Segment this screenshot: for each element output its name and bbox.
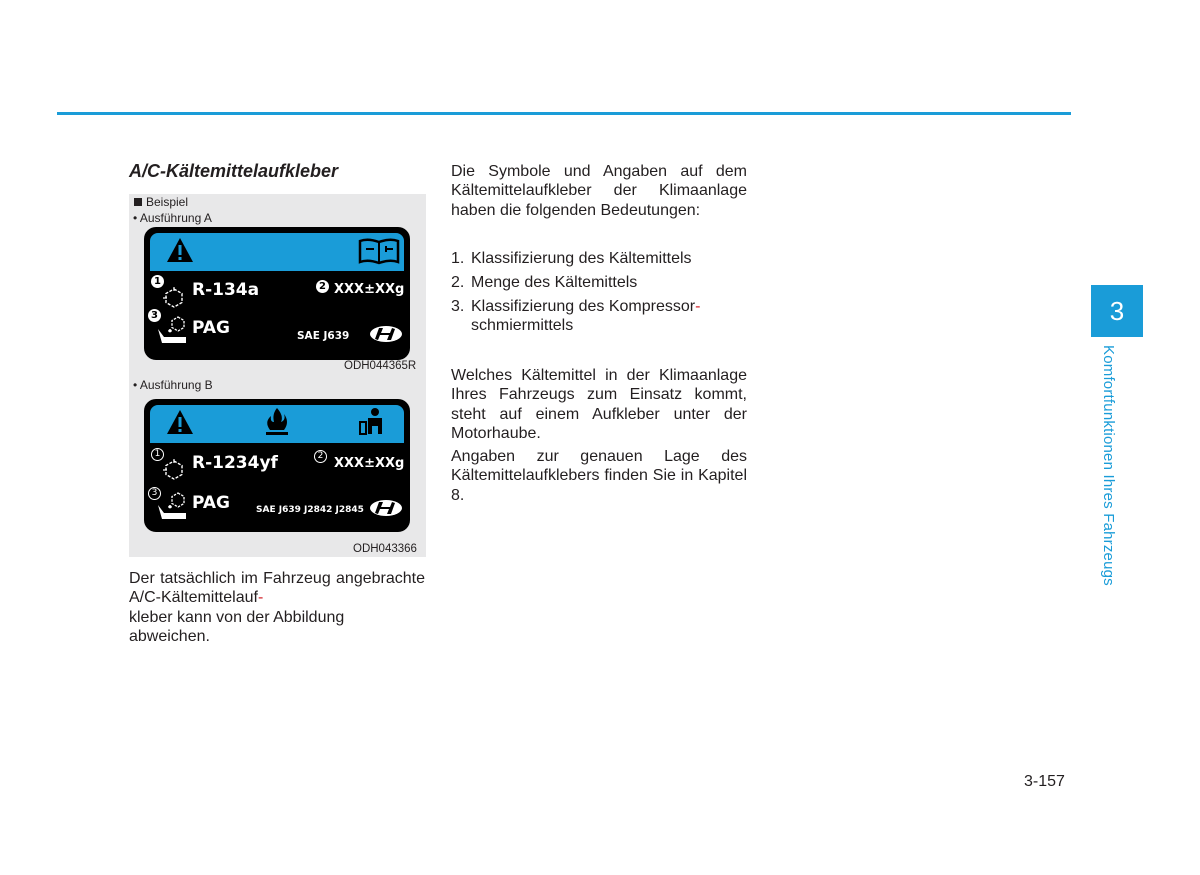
figure-box — [129, 194, 426, 557]
marker-1: 1 — [151, 448, 164, 461]
marker-1: 1 — [151, 275, 164, 288]
compressor-oil-icon — [156, 491, 190, 521]
refrigerant-icon — [163, 287, 185, 309]
page-number: 3-157 — [1024, 773, 1065, 790]
variant-b-label: • Ausführung B — [133, 378, 213, 392]
list-item — [451, 297, 747, 336]
variant-a-label: • Ausführung A — [133, 211, 212, 225]
figure-code-a: ODH044365R — [344, 360, 417, 372]
list-text: Klassifizierung des Kältemittels — [471, 250, 692, 267]
figure-heading — [134, 195, 188, 209]
figure-code-b: ODH043366 — [353, 543, 417, 555]
refrigerant-label-a — [144, 227, 410, 360]
hyphen-mark: - — [257, 589, 264, 607]
warning-icon — [166, 236, 194, 264]
chapter-reference-paragraph: Angaben zur genauen Lage des Kältemittelaufklebers finden Sie in Kapitel 8. — [451, 448, 747, 504]
chapter-title: Komfortfunktionen Ihres Fahrzeugs — [1100, 345, 1117, 586]
compressor-oil-icon — [156, 315, 190, 345]
section-title: A/C-Kältemittelaufkleber — [129, 161, 339, 181]
list-text-part-1: Klassifizierung des Kompressor — [471, 298, 696, 315]
refrigerant-icon — [163, 459, 185, 481]
refrigerant-location-paragraph: Welches Kältemittel in der Klimaanlage Ihres Fahrzeugs zum Einsatz kommt, steht auf einem Aufkleber unter der Motorhaube. — [451, 367, 747, 443]
list-item — [451, 273, 747, 292]
sae-standard: SAE J639 — [297, 330, 350, 342]
list-text: Menge des Kältemittels — [471, 274, 638, 291]
list-text — [451, 297, 747, 336]
refrigerant-type: R-1234yf — [192, 453, 278, 473]
sae-standards: SAE J639 J2842 J2845 — [256, 505, 364, 515]
list-item — [451, 249, 747, 268]
refrigerant-label-b — [144, 399, 410, 532]
hyundai-logo-icon — [368, 324, 404, 344]
warning-icon — [166, 408, 194, 436]
square-bullet-icon — [134, 198, 142, 206]
list-number: 1. — [451, 250, 465, 267]
list-number: 2. — [451, 274, 465, 291]
top-rule — [57, 112, 1071, 115]
hyphen-mark: - — [695, 298, 701, 315]
refrigerant-amount: XXX±XXg — [334, 282, 405, 297]
technician-icon — [358, 406, 388, 438]
intro-paragraph: Die Symbole und Angaben auf dem Kältemittelaufkleber der Klimaanlage haben die folgenden Bedeutungen: — [451, 163, 747, 219]
figure-heading-text: Beispiel — [146, 195, 189, 209]
list-text-part-2: schmiermittels — [471, 317, 574, 335]
caption-line-2: angebrachte A/C-Kältemittelauf — [129, 570, 425, 607]
flammable-icon — [264, 406, 290, 438]
figure-caption — [129, 569, 425, 647]
marker-2: 2 — [316, 280, 329, 293]
oil-type: PAG — [192, 493, 231, 513]
list-number: 3. — [451, 298, 465, 315]
caption-line-1: Der tatsächlich im Fahrzeug — [129, 570, 331, 587]
marker-3: 3 — [148, 487, 161, 500]
refrigerant-amount: XXX±XXg — [334, 456, 405, 471]
service-manual-icon — [356, 237, 402, 265]
refrigerant-type: R-134a — [192, 280, 260, 300]
marker-2: 2 — [314, 450, 327, 463]
hyundai-logo-icon — [368, 498, 404, 518]
caption-line-4: abweichen. — [129, 628, 210, 646]
oil-type: PAG — [192, 318, 231, 338]
marker-3: 3 — [148, 309, 161, 322]
caption-line-3: kleber kann von der Abbildung — [129, 608, 345, 626]
chapter-number-tab: 3 — [1091, 285, 1143, 337]
